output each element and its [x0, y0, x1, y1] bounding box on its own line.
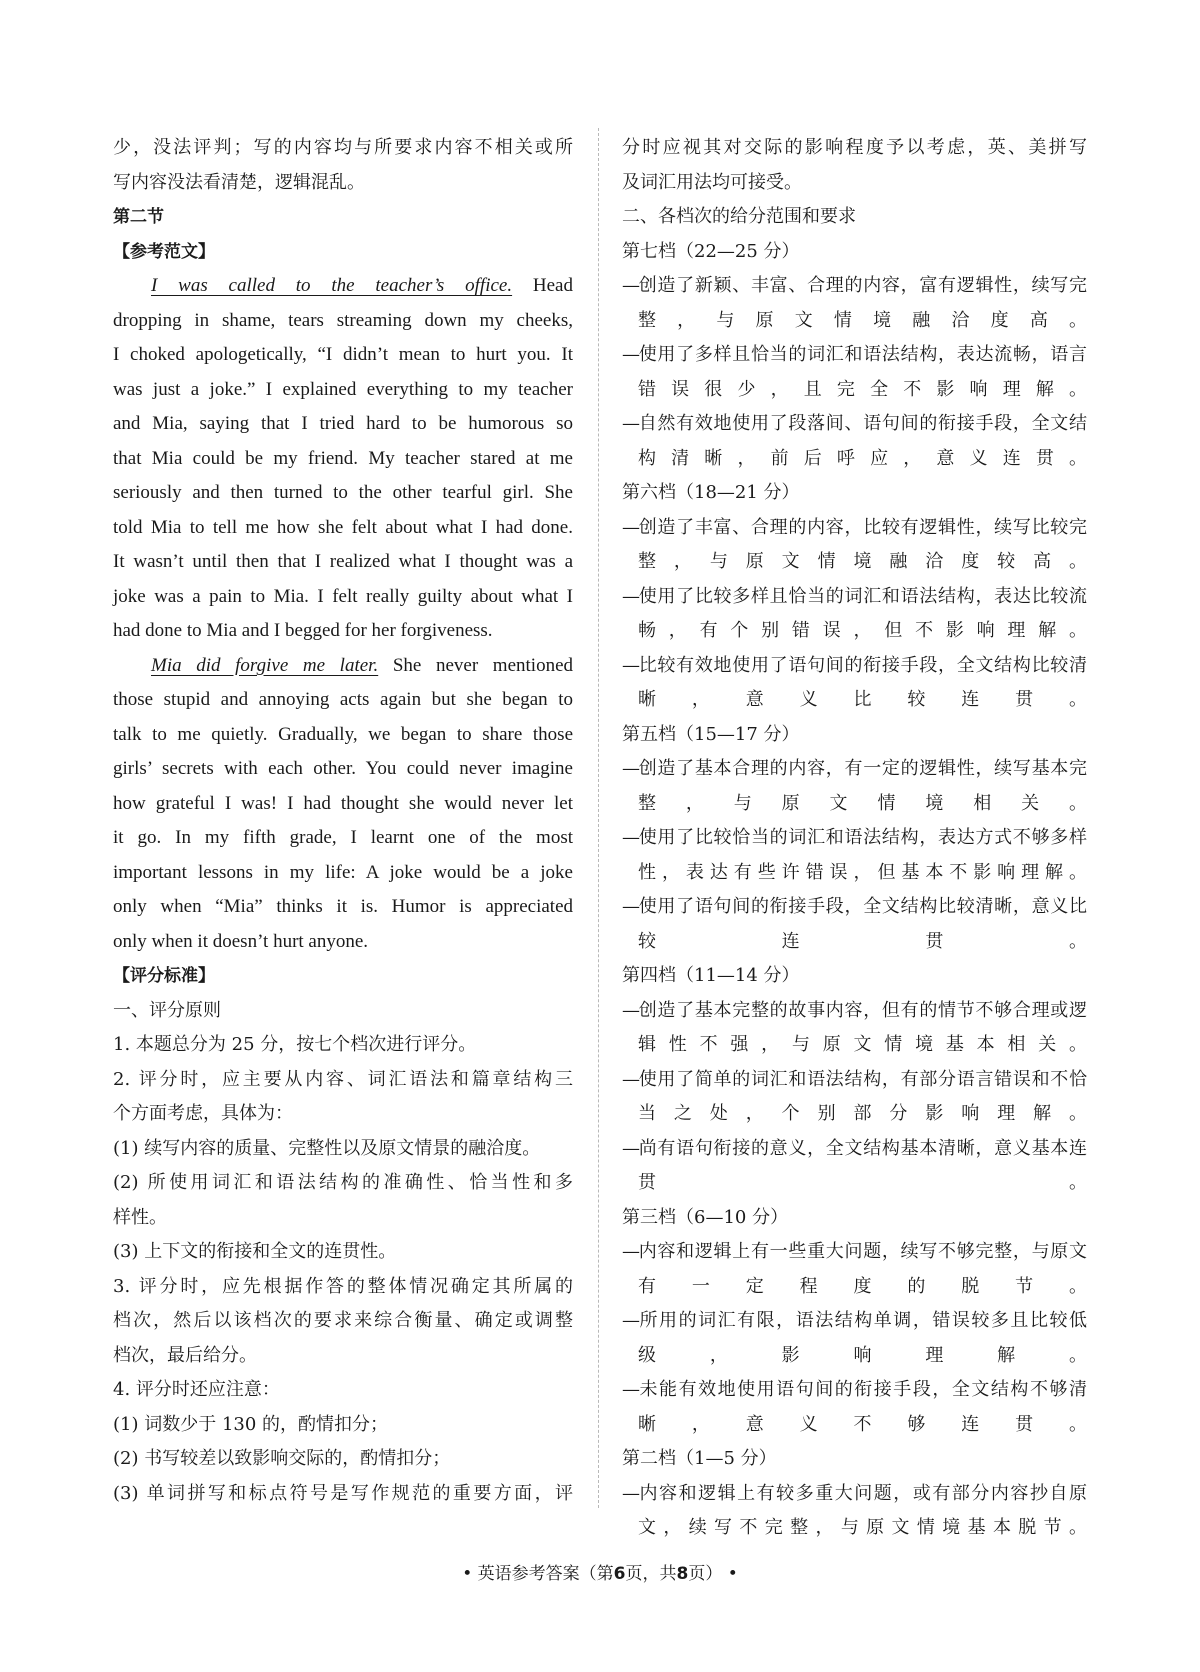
footer-text: 页，共 [625, 1564, 677, 1584]
criterion-text: 使用了比较多样且恰当的词汇和语法结构，表达比较流畅，有个别错误，但不影响理解。 [638, 585, 1087, 641]
page-footer [0, 1559, 1200, 1584]
subheading: 二、各档次的给分范围和要求 [622, 206, 856, 227]
dash-bullet: — [622, 1068, 640, 1090]
sample-paragraph-2 [113, 649, 573, 960]
rule-item: (2) 所使用词汇和语法结构的准确性、恰当性和多 [113, 1172, 573, 1193]
text-line: girls’ secrets with each other. You could never imagine [113, 758, 573, 779]
criteria-heading: 【评分标准】 [113, 966, 215, 986]
dash-bullet: — [622, 413, 640, 434]
dash-bullet: — [622, 275, 640, 296]
text-line: it go. In my fifth grade, I learnt one of the most [113, 827, 573, 848]
criterion-item [622, 269, 1087, 338]
criterion-item [622, 1063, 1087, 1132]
dash-bullet: — [622, 585, 640, 607]
criterion-text: 使用了比较恰当的词汇和语法结构，表达方式不够多样性，表达有些许错误，但基本不影响理解。 [638, 827, 1087, 883]
column-divider [598, 128, 599, 1508]
dash-bullet: — [622, 1241, 640, 1262]
criterion-item [622, 1235, 1087, 1304]
text-line [113, 269, 573, 304]
text-line: told Mia to tell me how she felt about what I had done. [113, 516, 573, 538]
footer-bullet: • [727, 1564, 738, 1584]
text-line: dropping in shame, tears streaming down my cheeks, [113, 309, 573, 331]
criterion-text: 自然有效地使用了段落间、语句间的衔接手段，全文结构清晰，前后呼应，意义连贯。 [638, 413, 1087, 469]
text-line: those stupid and annoying acts again but she began to [113, 689, 573, 710]
footer-bullet: • [462, 1564, 473, 1584]
criterion-item [622, 752, 1087, 821]
page-total: 8 [676, 1564, 689, 1584]
text-line: and Mia, saying that I tried hard to be humorous so [113, 413, 573, 434]
criterion-text: 使用了多样且恰当的词汇和语法结构，表达流畅，语言错误很少，且完全不影响理解。 [638, 344, 1087, 400]
criterion-item [622, 338, 1087, 407]
text-line: important lessons in my life: A joke would be a joke [113, 861, 573, 883]
grade-heading: 第六档（18—21 分） [622, 482, 800, 503]
dash-bullet: — [622, 654, 640, 676]
criterion-text: 内容和逻辑上有较多重大问题，或有部分内容抄自原文，续写不完整，与原文情境基本脱节。 [638, 1482, 1087, 1538]
dash-bullet: — [622, 1379, 640, 1400]
dash-bullet: — [622, 896, 640, 917]
footer-text: 英语参考答案（第 [477, 1564, 614, 1584]
criterion-item [622, 890, 1087, 959]
text-line: that Mia could be my friend. My teacher stared at me [113, 447, 573, 469]
dash-bullet: — [622, 758, 640, 779]
grade-heading: 第三档（6—10 分） [622, 1206, 789, 1228]
criterion-text: 使用了简单的词汇和语法结构，有部分语言错误和不恰当之处，个别部分影响理解。 [638, 1068, 1087, 1124]
rule-item: (3) 上下文的衔接和全文的连贯性。 [113, 1241, 397, 1262]
criterion-item [622, 821, 1087, 890]
criterion-item [622, 994, 1087, 1063]
text-line: seriously and then turned to the other tearful girl. She [113, 482, 573, 503]
text-line: was just a joke.” I explained everything to my teacher [113, 378, 573, 400]
text-line: 少，没法评判；写的内容均与所要求内容不相关或所 [113, 137, 573, 158]
dash-bullet: — [622, 999, 640, 1021]
rule-item: (1) 词数少于 130 的，酌情扣分； [113, 1413, 389, 1435]
subheading: 一、评分原则 [113, 999, 221, 1021]
text-line: only when it doesn’t hurt anyone. [113, 930, 369, 952]
criterion-item [622, 511, 1087, 580]
criterion-text: 所用的词汇有限，语法结构单调，错误较多且比较低级，影响理解。 [638, 1310, 1087, 1366]
dash-bullet: — [622, 1482, 640, 1504]
sample-essay-heading: 【参考范文】 [113, 241, 215, 262]
criterion-text: 创造了基本完整的故事内容，但有的情节不够合理或逻辑性不强，与原文情境基本相关。 [638, 999, 1087, 1055]
rule-item: 档次，最后给分。 [113, 1344, 257, 1366]
rule-item: 个方面考虑，具体为： [113, 1103, 293, 1124]
dash-bullet: — [622, 1137, 640, 1159]
text-line: talk to me quietly. Gradually, we began to share those [113, 723, 573, 745]
criterion-item [622, 1304, 1087, 1373]
sample-paragraph-1 [113, 269, 573, 649]
criterion-text: 未能有效地使用语句间的衔接手段，全文结构不够清晰，意义不够连贯。 [638, 1379, 1087, 1435]
footer-text: 页） [688, 1564, 723, 1584]
criterion-text: 创造了丰富、合理的内容，比较有逻辑性，续写比较完整，与原文情境融洽度较高。 [638, 516, 1087, 572]
rule-item: 档次，然后以该档次的要求来综合衡量、确定或调整 [113, 1310, 573, 1331]
rule-item: 2. 评分时，应主要从内容、词汇语法和篇章结构三 [113, 1068, 573, 1090]
criterion-text: 内容和逻辑上有一些重大问题，续写不够完整，与原文有一定程度的脱节。 [638, 1241, 1087, 1297]
grade-heading: 第二档（1—5 分） [622, 1448, 777, 1469]
text-line: only when “Mia” thinks it is. Humor is appreciated [113, 896, 573, 917]
text-line: how grateful I was! I had thought she would never let [113, 792, 573, 814]
criterion-item [622, 1477, 1087, 1546]
criterion-text: 创造了新颖、丰富、合理的内容，富有逻辑性，续写完整，与原文情境融洽度高。 [638, 275, 1087, 331]
text-line: 及词汇用法均可接受。 [622, 171, 802, 193]
text-line: 写内容没法看清楚，逻辑混乱。 [113, 171, 365, 193]
given-first-sentence: I was called to the teacher’s office. [151, 275, 513, 296]
dash-bullet: — [622, 344, 640, 365]
grade-heading: 第四档（11—14 分） [622, 965, 800, 986]
criterion-item [622, 580, 1087, 649]
text-line: 分时应视其对交际的影响程度予以考虑，英、美拼写 [622, 137, 1087, 158]
dash-bullet: — [622, 516, 640, 538]
rule-item: 样性。 [113, 1206, 167, 1228]
page-number: 6 [613, 1564, 626, 1584]
text-line: had done to Mia and I begged for her forgiveness. [113, 620, 493, 641]
rule-item: (3) 单词拼写和标点符号是写作规范的重要方面，评 [113, 1482, 573, 1504]
grade-heading: 第七档（22—25 分） [622, 240, 800, 262]
criterion-text: 使用了语句间的衔接手段，全文结构比较清晰，意义比较连贯。 [638, 896, 1087, 952]
text-line [113, 649, 573, 684]
criterion-item [622, 649, 1087, 718]
criterion-text: 尚有语句衔接的意义，全文结构基本清晰，意义基本连贯。 [638, 1137, 1087, 1193]
criterion-item [622, 1373, 1087, 1442]
text-line: It wasn’t until then that I realized what I thought was a [113, 551, 573, 572]
rule-item: 4. 评分时还应注意： [113, 1379, 280, 1400]
rule-item: 1. 本题总分为 25 分，按七个档次进行评分。 [113, 1034, 477, 1055]
section-heading: 第二节 [113, 207, 164, 227]
text-span: Head [532, 275, 573, 296]
left-column [113, 131, 573, 1511]
rule-item: (1) 续写内容的质量、完整性以及原文情景的融洽度。 [113, 1137, 541, 1159]
text-line: joke was a pain to Mia. I felt really guilty about what I [113, 585, 573, 607]
dash-bullet: — [622, 1310, 640, 1331]
text-span: She never mentioned [392, 654, 573, 676]
dash-bullet: — [622, 827, 640, 848]
text-line: I choked apologetically, “I didn’t mean to hurt you. It [113, 344, 573, 365]
rule-item: (2) 书写较差以致影响交际的，酌情扣分； [113, 1448, 451, 1469]
rule-item: 3. 评分时，应先根据作答的整体情况确定其所属的 [113, 1275, 573, 1297]
criterion-text: 创造了基本合理的内容，有一定的逻辑性，续写基本完整，与原文情境相关。 [638, 758, 1087, 814]
criterion-text: 比较有效地使用了语句间的衔接手段，全文结构比较清晰，意义比较连贯。 [638, 654, 1087, 710]
right-column [622, 131, 1087, 1546]
criterion-item [622, 407, 1087, 476]
given-first-sentence: Mia did forgive me later. [151, 654, 379, 676]
criterion-item [622, 1132, 1087, 1201]
grade-heading: 第五档（15—17 分） [622, 723, 800, 745]
